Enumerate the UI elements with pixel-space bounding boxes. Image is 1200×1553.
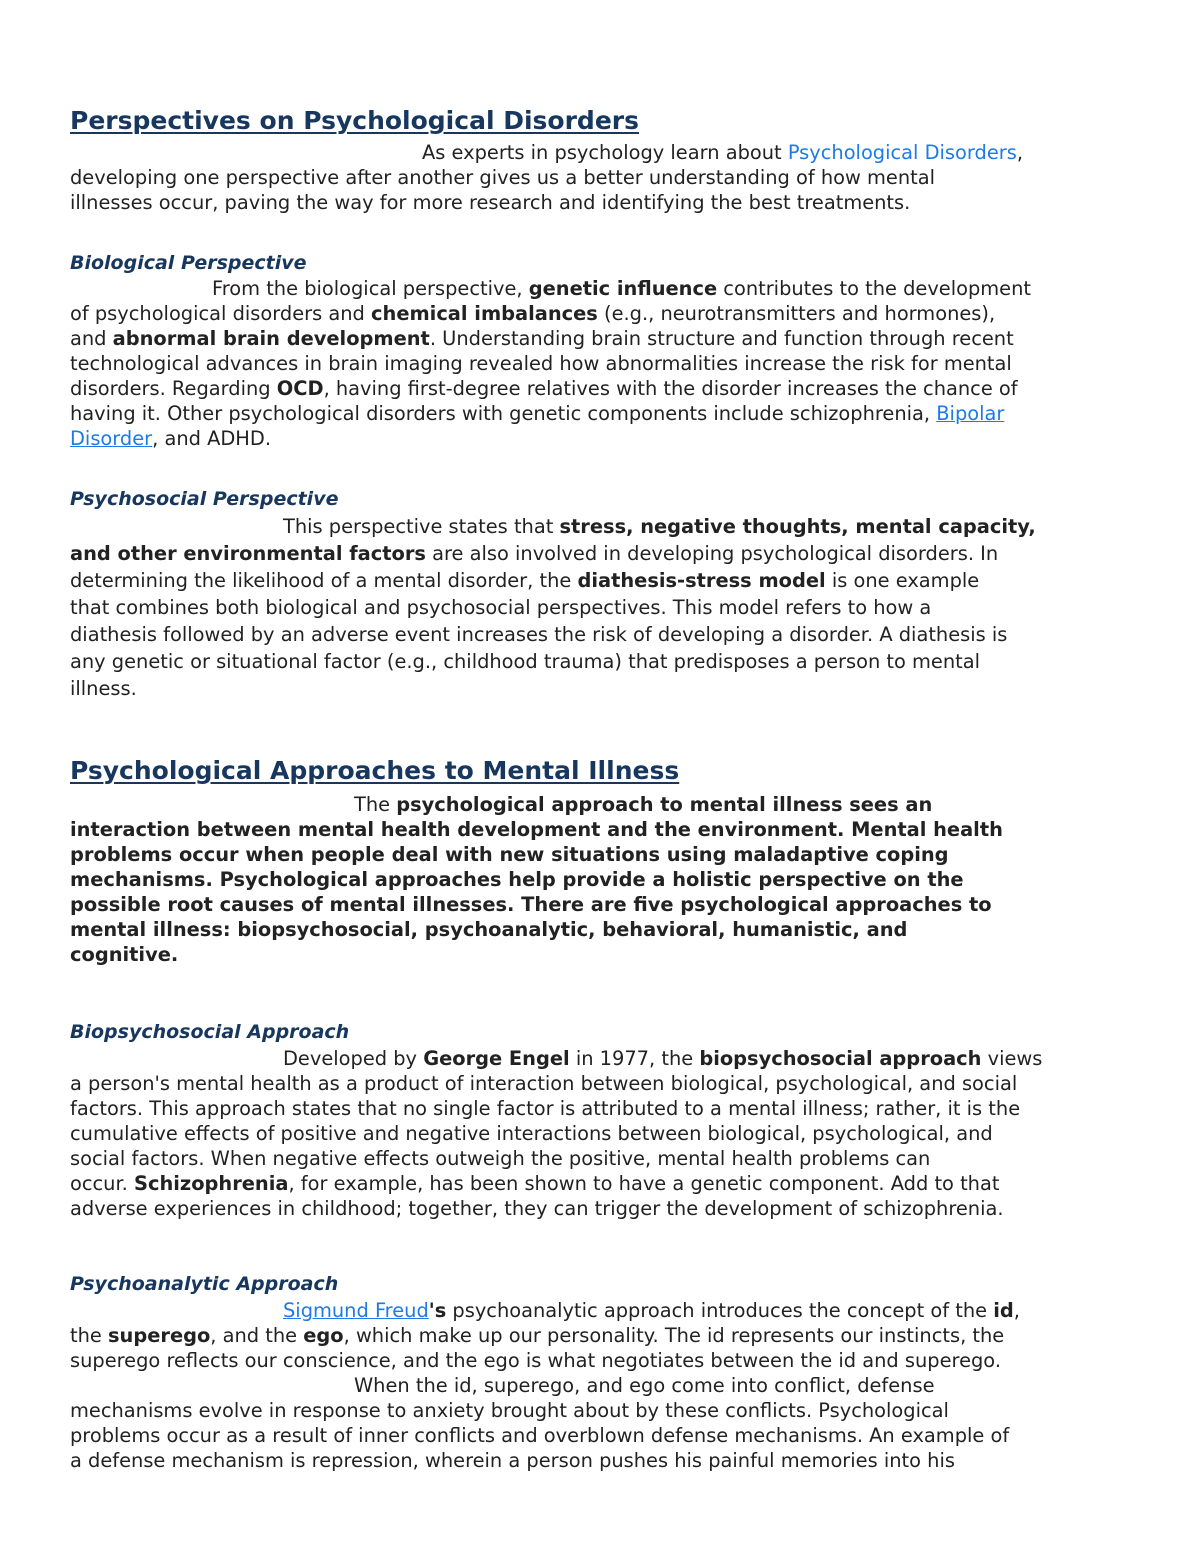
heading-psychosocial-perspective: Psychosocial Perspective	[70, 488, 339, 510]
psychological-disorders-link[interactable]: Psychological Disorders	[787, 141, 1017, 164]
heading-biological-perspective: Biological Perspective	[70, 252, 307, 274]
paragraph-psychoanalytic: Sigmund Freud's psychoanalytic approach introduces the concept of the id, the superego, and the ego, which make up our personality. The id represents our instincts, the superego reflects our conscience, and the ego is what negotiates between the id and superego. When the id, superego, and ego come into conflict, defense mechanisms evolve in response to anxiety brought about by these conflicts. Psychological problems occur as a result of inner conflicts and overblown defense mechanisms. An example of a defense mechanism is repression, wherein a person pushes his painful memories into his	[70, 1299, 1020, 1472]
heading-psychological-approaches: Psychological Approaches to Mental Illness	[70, 756, 680, 785]
paragraph-perspectives-intro: As experts in psychology learn about Psychological Disorders, developing one perspective after another gives us a better understanding of how mental illnesses occur, paving the way for more research and identifying the best treatments.	[70, 141, 1023, 214]
paragraph-approaches: The psychological approach to mental illness sees an interaction between mental health development and the environment. Mental health problems occur when people deal with new situations using maladaptive coping mechanisms. Psychological approaches help provide a holistic perspective on the possible root causes of mental illnesses. There are five psychological approaches to mental illness: biopsychosocial, psychoanalytic, behavioral, humanistic, and cognitive.	[70, 793, 1003, 966]
bipolar-disorder-link[interactable]: Bipolar	[936, 402, 1005, 425]
paragraph-biological: From the biological perspective, genetic influence contributes to the development of psychological disorders and chemical imbalances (e.g., neurotransmitters and hormones), and abnormal brain development. Understanding brain structure and function through recent technological advances in brain imaging revealed how abnormalities increase the risk for mental disorders. Regarding OCD, having first-degree relatives with the disorder increases the chance of having it. Other psychological disorders with genetic components include schizophrenia, Bipolar Disorder, and ADHD.	[70, 277, 1031, 450]
paragraph-biopsychosocial: Developed by George Engel in 1977, the biopsychosocial approach views a person's mental health as a product of interaction between biological, psychological, and social factors. This approach states that no single factor is attributed to a mental illness; rather, it is the cumulative effects of positive and negative interactions between biological, psychological, and social factors. When negative effects outweigh the positive, mental health problems can occur. Schizophrenia, for example, has been shown to have a genetic component. Add to that adverse experiences in childhood; together, they can trigger the development of schizophrenia.	[70, 1047, 1043, 1220]
sigmund-freud-link[interactable]: Sigmund Freud	[283, 1299, 429, 1322]
heading-perspectives: Perspectives on Psychological Disorders	[70, 106, 639, 135]
heading-psychoanalytic-approach: Psychoanalytic Approach	[70, 1273, 339, 1295]
bipolar-disorder-link-continued[interactable]: Disorder	[70, 427, 153, 450]
heading-biopsychosocial-approach: Biopsychosocial Approach	[70, 1021, 350, 1043]
paragraph-psychosocial: This perspective states that stress, negative thoughts, mental capacity, and other environmental factors are also involved in developing psychological disorders. In determining the likelihood of a mental disorder, the diathesis-stress model is one example that combines both biological and psychosocial perspectives. This model refers to how a diathesis followed by an adverse event increases the risk of developing a disorder. A diathesis is any genetic or situational factor (e.g., childhood trauma) that predisposes a person to mental illness.	[70, 515, 1036, 700]
